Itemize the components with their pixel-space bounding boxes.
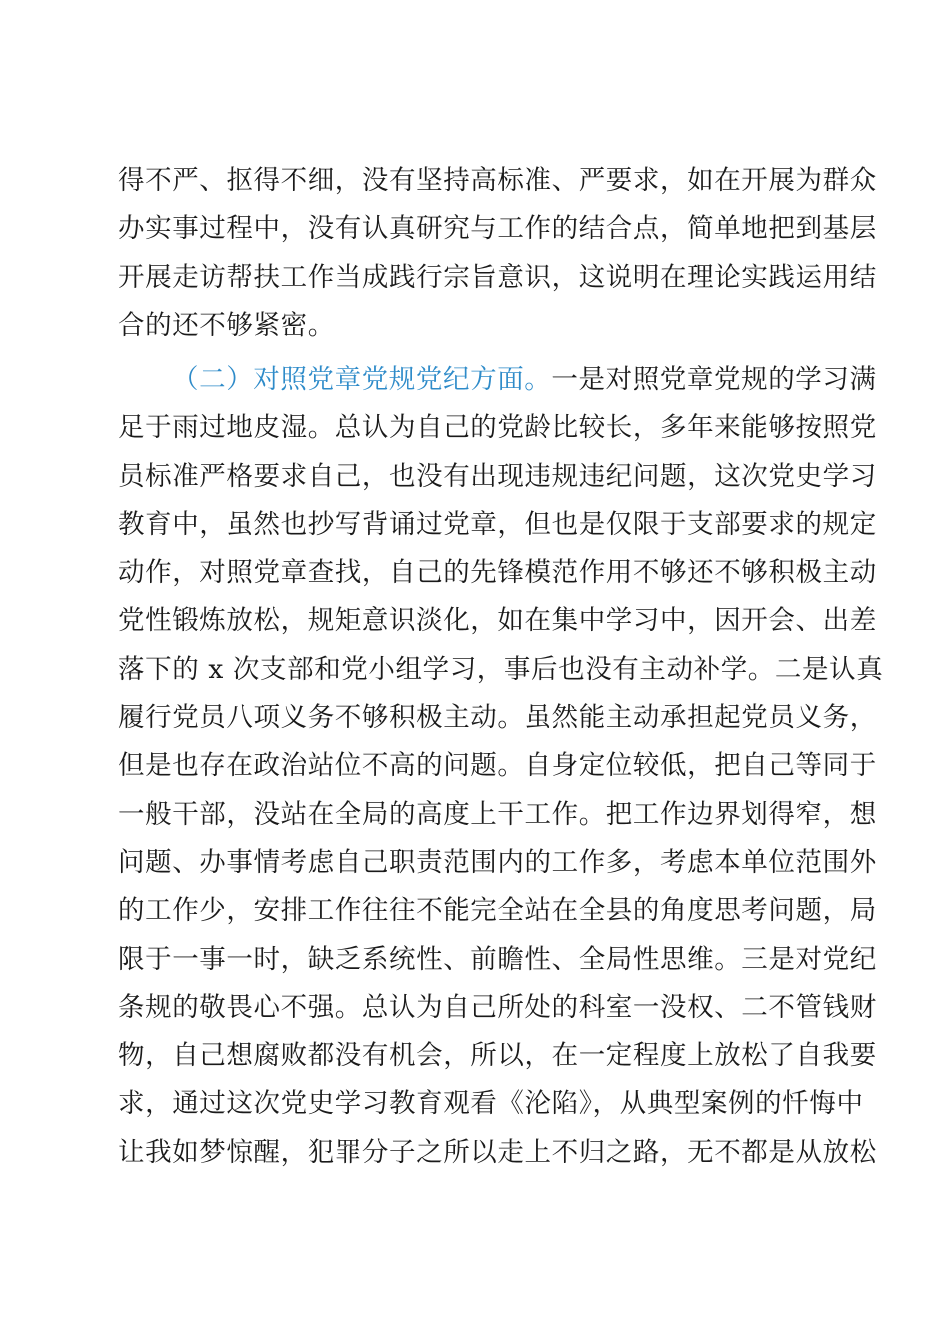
paragraph-2-first-line-text: 一是对照党章党规的学习满 (551, 364, 877, 395)
section-heading: （二）对照党章党规党纪方面。 (172, 364, 552, 395)
paragraph-1 (118, 157, 877, 350)
paragraph-2-line: 履行党员八项义务不够积极主动。虽然能主动承担起党员义务， (118, 702, 877, 734)
paragraph-2-line: 员标准严格要求自己，也没有出现违规违纪问题，这次党史学习 (118, 460, 877, 492)
paragraph-2-line: 党性锻炼放松，规矩意识淡化，如在集中学习中，因开会、出差 (118, 605, 877, 637)
paragraph-2-line: 问题、办事情考虑自己职责范围内的工作多，考虑本单位范围外 (118, 846, 877, 878)
paragraph-2-line: 限于一事一时，缺乏系统性、前瞻性、全局性思维。三是对党纪 (118, 943, 877, 975)
paragraph-1-line: 办实事过程中，没有认真研究与工作的结合点，简单地把到基层 (118, 213, 877, 245)
paragraph-2 (118, 356, 884, 1177)
paragraph-1-line: 开展走访帮扶工作当成践行宗旨意识，这说明在理论实践运用结 (118, 261, 877, 293)
paragraph-2-line: 条规的敬畏心不强。总认为自己所处的科室一没权、二不管钱财 (118, 991, 877, 1023)
paragraph-2-line: 动作，对照党章查找，自己的先锋模范作用不够还不够积极主动 (118, 557, 877, 589)
paragraph-2-line: 落下的 x 次支部和党小组学习，事后也没有主动补学。二是认真 (118, 653, 884, 685)
paragraph-2-line: 物，自己想腐败都没有机会，所以，在一定程度上放松了自我要 (118, 1040, 877, 1072)
paragraph-2-line: 但是也存在政治站位不高的问题。自身定位较低，把自己等同于 (118, 750, 877, 782)
paragraph-1-line: 得不严、抠得不细，没有坚持高标准、严要求，如在开展为群众 (118, 165, 877, 196)
paragraph-2-line: 让我如梦惊醒，犯罪分子之所以走上不归之路，无不都是从放松 (118, 1136, 877, 1168)
paragraph-2-line: 教育中，虽然也抄写背诵过党章，但也是仅限于支部要求的规定 (118, 508, 877, 540)
paragraph-1-line: 合的还不够紧密。 (118, 309, 335, 341)
paragraph-2-first-line (118, 356, 877, 404)
paragraph-2-line: 足于雨过地皮湿。总认为自己的党龄比较长，多年来能够按照党 (118, 412, 877, 444)
paragraph-2-line: 求，通过这次党史学习教育观看《沦陷》，从典型案例的忏悔中 (118, 1088, 864, 1120)
paragraph-2-line: 的工作少，安排工作往往不能完全站在全县的角度思考问题，局 (118, 895, 877, 927)
paragraph-2-line: 一般干部，没站在全局的高度上干工作。把工作边界划得窄，想 (118, 798, 877, 830)
